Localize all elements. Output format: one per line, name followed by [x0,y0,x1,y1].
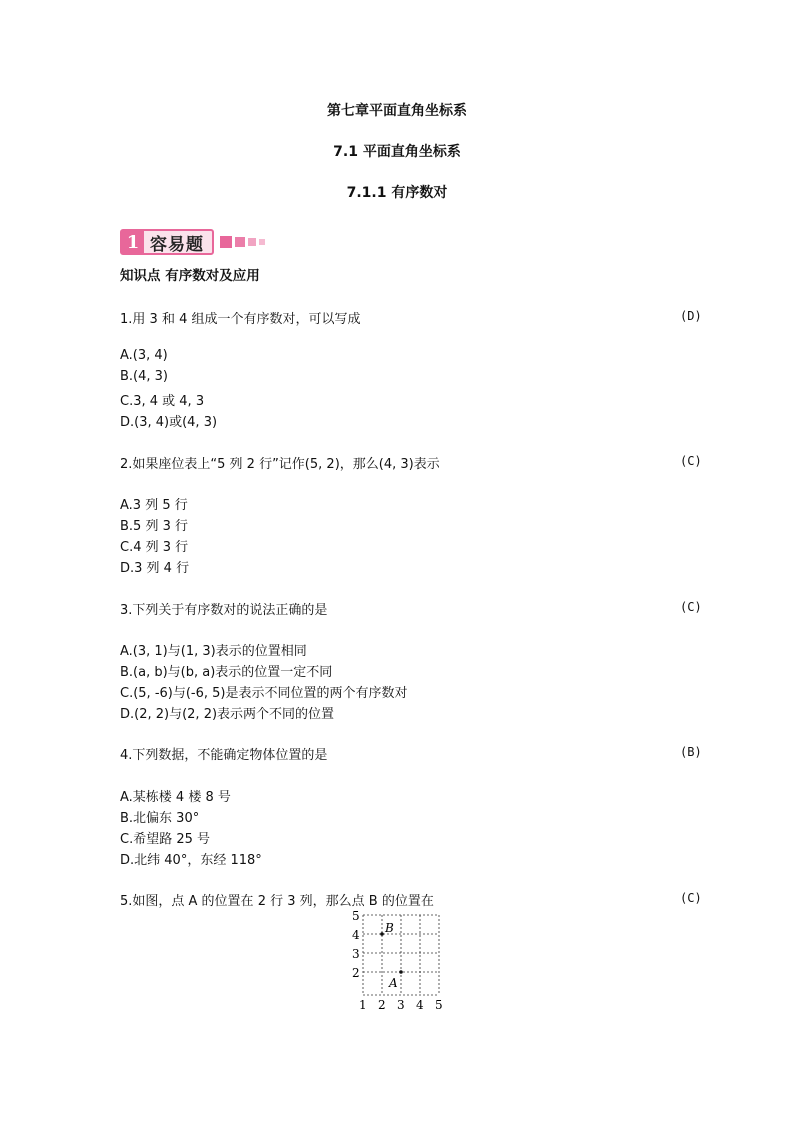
y-tick-label: 3 [352,947,360,961]
grid-lines [363,915,439,995]
subsection-title: 7.1.1 有序数对 [346,185,448,201]
x-tick-label: 5 [435,998,443,1012]
question-3-option-d: D.(2, 2)与(2, 2)表示两个不同的位置 [120,707,335,722]
x-tick-label: 2 [378,998,386,1012]
y-tick-label: 2 [352,966,360,980]
point-a-label: A [389,976,398,990]
question-2-answer: (C) [680,454,702,468]
badge-number: 1 [122,231,144,253]
question-1-option-d: D.(3, 4)或(4, 3) [120,415,218,430]
question-1-answer: (D) [680,309,702,323]
question-3-option-c: C.(5, -6)与(-6, 5)是表示不同位置的两个有序数对 [120,686,408,701]
y-tick-label: 5 [352,909,360,923]
question-4-option-c: C.希望路 25 号 [120,832,211,847]
decor-square-icon [220,236,232,248]
knowledge-point-heading: 知识点 有序数对及应用 [120,268,260,284]
point-b-label: B [385,921,394,935]
y-tick-label: 4 [352,928,360,942]
decor-square-icon [259,239,265,245]
seat-grid-figure [348,908,458,1013]
question-1-option-b: B.(4, 3) [120,369,169,384]
question-1-option-c: C.3, 4 或 4, 3 [120,394,205,409]
question-2-option-b: B.5 列 3 行 [120,519,188,534]
question-3-answer: (C) [680,600,702,614]
question-3-stem: 3.下列关于有序数对的说法正确的是 [120,603,328,618]
question-2-option-d: D.3 列 4 行 [120,561,190,576]
chapter-title: 第七章平面直角坐标系 [327,103,467,119]
question-1-option-a: A.(3, 4) [120,348,168,363]
question-3-option-b: B.(a, b)与(b, a)表示的位置一定不同 [120,665,333,680]
question-3-option-a: A.(3, 1)与(1, 3)表示的位置相同 [120,644,307,659]
x-tick-label: 4 [416,998,424,1012]
question-4-option-a: A.某栋楼 4 楼 8 号 [120,790,231,805]
question-2-option-a: A.3 列 5 行 [120,498,188,513]
question-4-answer: (B) [680,745,702,759]
x-tick-label: 3 [397,998,405,1012]
question-4-stem: 4.下列数据，不能确定物体位置的是 [120,748,328,763]
question-1-stem: 1.用 3 和 4 组成一个有序数对，可以写成 [120,312,361,327]
point-a-dot [399,970,403,974]
badge-label: 容易题 [150,234,204,255]
decor-square-icon [248,238,256,246]
question-2-option-c: C.4 列 3 行 [120,540,189,555]
question-2-stem: 2.如果座位表上“5 列 2 行”记作(5, 2)，那么(4, 3)表示 [120,457,440,472]
question-5-stem: 5.如图，点 A 的位置在 2 行 3 列，那么点 B 的位置在 [120,894,434,909]
question-4-option-b: B.北偏东 30° [120,811,200,826]
point-b-dot [380,932,384,936]
decor-square-icon [235,237,245,247]
section-title: 7.1 平面直角坐标系 [333,144,461,160]
question-4-option-d: D.北纬 40°，东经 118° [120,853,262,868]
question-5-answer: (C) [680,891,702,905]
difficulty-badge [120,229,265,255]
x-tick-label: 1 [359,998,367,1012]
